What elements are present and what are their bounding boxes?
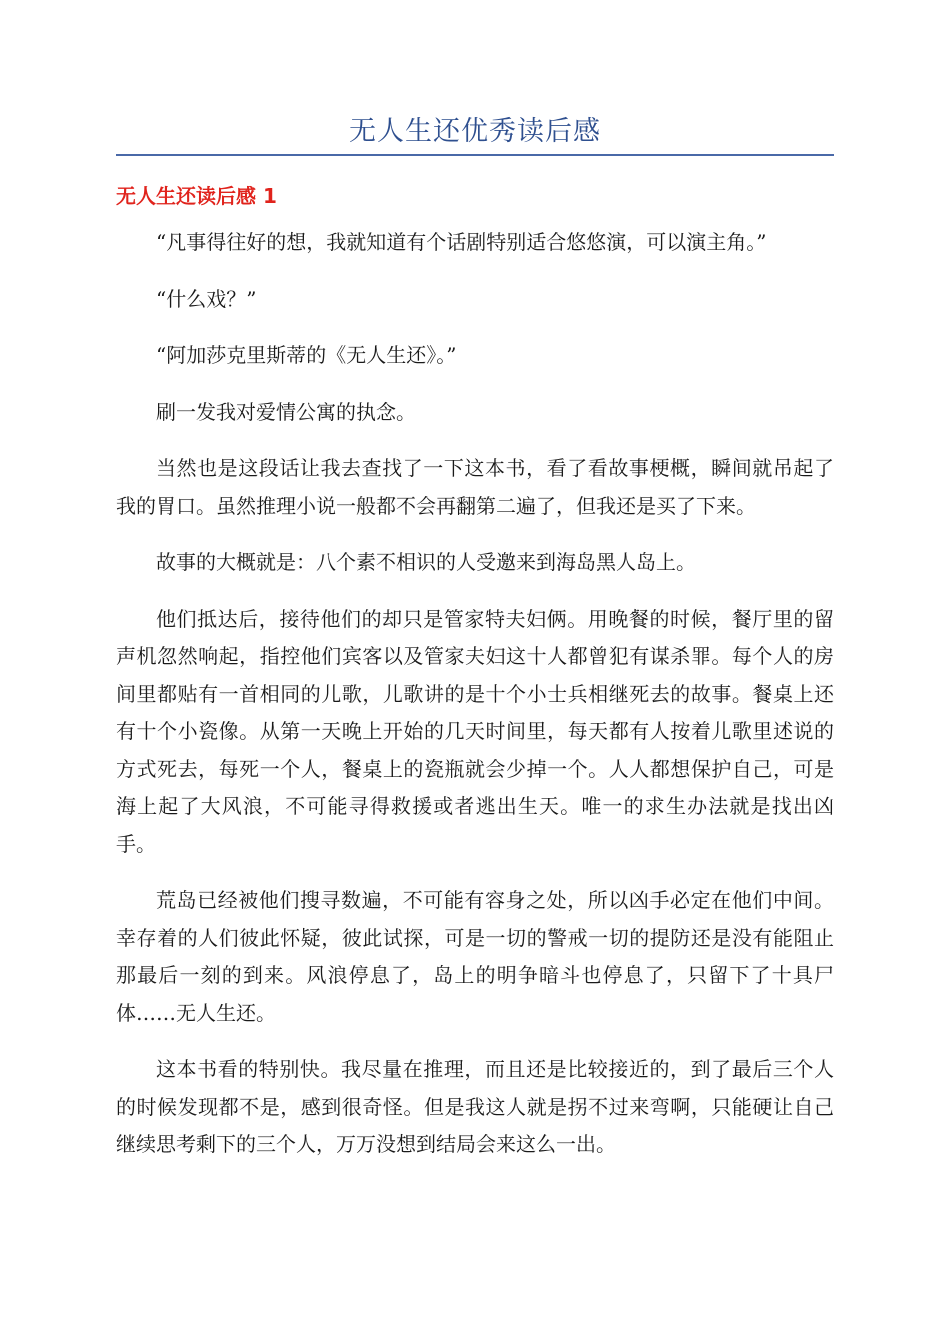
paragraph: 刷一发我对爱情公寓的执念。 — [156, 399, 416, 424]
paragraph: 当然也是这段话让我去查找了一下这本书，看了看故事梗概，瞬间就吊起了我的胃口。虽然推理小说一般都不会再翻第二遍了，但我还是买了下来。 — [116, 456, 834, 518]
paragraph: 故事的大概就是：八个素不相识的人受邀来到海岛黑人岛上。 — [156, 550, 696, 574]
paragraph: “阿加莎克里斯蒂的《无人生还》。” — [156, 343, 457, 367]
paragraph: 这本书看的特别快。我尽量在推理，而且还是比较接近的，到了最后三个人的时候发现都不是，感到很奇怪。但是我这人就是拐不过来弯啊，只能硬让自己继续思考剩下的三个人，万万没想到结局会来这么一出。 — [116, 1057, 834, 1156]
section-heading: 无人生还读后感 1 — [116, 184, 277, 208]
paragraph: “凡事得往好的想，我就知道有个话剧特别适合悠悠演，可以演主角。” — [156, 230, 767, 254]
paragraph: 他们抵达后，接待他们的却只是管家特夫妇俩。用晚餐的时候，餐厅里的留声机忽然响起，指控他们宾客以及管家夫妇这十人都曾犯有谋杀罪。每个人的房间里都贴有一首相同的儿歌，儿歌讲的是十个小士兵相继死去的故事。餐桌上还有十个小瓷像。从第一天晚上开始的几天时间里，每天都有人按着儿歌里述说的方式死去，每死一个人，餐桌上的瓷瓶就会少掉一个。人人都想保护自己，可是海上起了大风浪，不可能寻得救援或者逃出生天。唯一的求生办法就是找出凶手。 — [116, 606, 834, 856]
paragraph: 荒岛已经被他们搜寻数遍，不可能有容身之处，所以凶手必定在他们中间。幸存着的人们彼此怀疑，彼此试探，可是一切的警戒一切的提防还是没有能阻止那最后一刻的到来。风浪停息了，岛上的明争暗斗也停息了，只留下了十具尸体……无人生还。 — [116, 888, 834, 1025]
article-body — [116, 224, 834, 1183]
document-title: 无人生还优秀读后感 — [349, 116, 601, 147]
paragraph: “什么戏？” — [156, 286, 257, 311]
title-underline — [116, 154, 834, 156]
